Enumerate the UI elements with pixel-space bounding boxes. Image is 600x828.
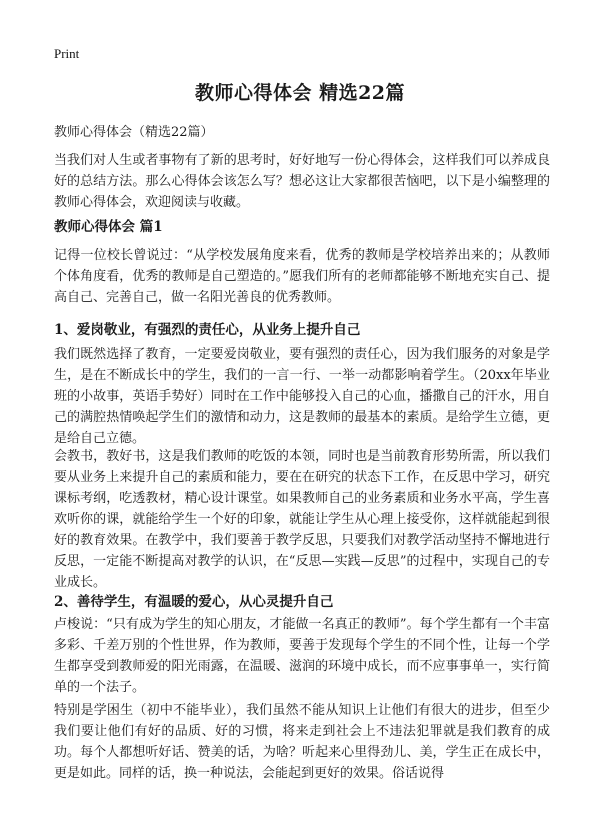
point-heading-1: 1、爱岗敬业，有强烈的责任心，从业务上提升自己 bbox=[54, 322, 361, 338]
section-heading-1: 教师心得体会 篇1 bbox=[54, 219, 163, 235]
section1-paragraph-1: 记得一位校长曾说过：“从学校发展角度来看，优秀的教师是学校培养出来的；从教师个体角度看，优秀的教师是自己塑造的。”愿我们所有的老师都能够不断地充实自己、提高自己、完善自己，做一名阳光善良的优秀教师。 bbox=[54, 248, 550, 305]
print-link[interactable]: Print bbox=[54, 46, 80, 61]
point-heading-2: 2、善待学生，有温暖的爱心，从心灵提升自己 bbox=[54, 594, 334, 610]
point2-paragraph-1: 卢梭说：“只有成为学生的知心朋友，才能做一名真正的教师”。每个学生都有一个丰富多彩、千差万别的个性世界，作为教师，要善于发现每个学生的不同个性，让每一个学生都享受到教师爱的阳光雨露，在温暖、滋润的环境中成长，而不应事事单一，实行简单的一个法子。 bbox=[54, 617, 550, 695]
point2-paragraph-2: 特别是学困生（初中不能毕业），我们虽然不能从知识上让他们有很大的进步，但至少我们要让他们有好的品质、好的习惯，将来走到社会上不违法犯罪就是我们教育的成功。每个人都想听好话、赞美的话，为啥？听起来心里得劲儿、美，学生正在成长中，更是如此。同样的话，换一种说法，会能起到更好的效果。俗话说得 bbox=[54, 703, 550, 781]
document-subtitle: 教师心得体会（精选22篇） bbox=[54, 125, 214, 140]
intro-paragraph: 当我们对人生或者事物有了新的思考时，好好地写一份心得体会，这样我们可以养成良好的总结方法。那么心得体会该怎么写？想必这让大家都很苦恼吧，以下是小编整理的教师心得体会，欢迎阅读与收藏。 bbox=[54, 153, 550, 210]
document-title: 教师心得体会 精选22篇 bbox=[194, 82, 406, 104]
point1-paragraph-1: 我们既然选择了教育，一定要爱岗敬业，要有强烈的责任心，因为我们服务的对象是学生，是在不断成长中的学生，我们的一言一行、一举一动都影响着学生。（20xx年毕业班的小故事，英语手势好）同时在工作中能够投入自己的心血，播撒自己的汗水，用自己的满腔热情唤起学生们的激情和动力，这是教师的最基本的素质。是给学生立德，更是给自己立德。 bbox=[54, 347, 550, 446]
point1-paragraph-2: 会教书，教好书，这是我们教师的吃饭的本领，同时也是当前教育形势所需，所以我们要从业务上来提升自己的素质和能力，要在在研究的状态下工作，在反思中学习，研究课标考纲，吃透教材，精心设计课堂。如果教师自己的业务素质和业务水平高，学生喜欢听你的课，就能给学生一个好的印象，就能让学生从心理上接受你，这样就能起到很好的教育效果。在教学中，我们要善于教学反思，只要我们对教学活动坚持不懈地进行反思，一定能不断提高对教学的认识，在“反思—实践—反思”的过程中，实现自己的专业成长。 bbox=[54, 449, 550, 590]
